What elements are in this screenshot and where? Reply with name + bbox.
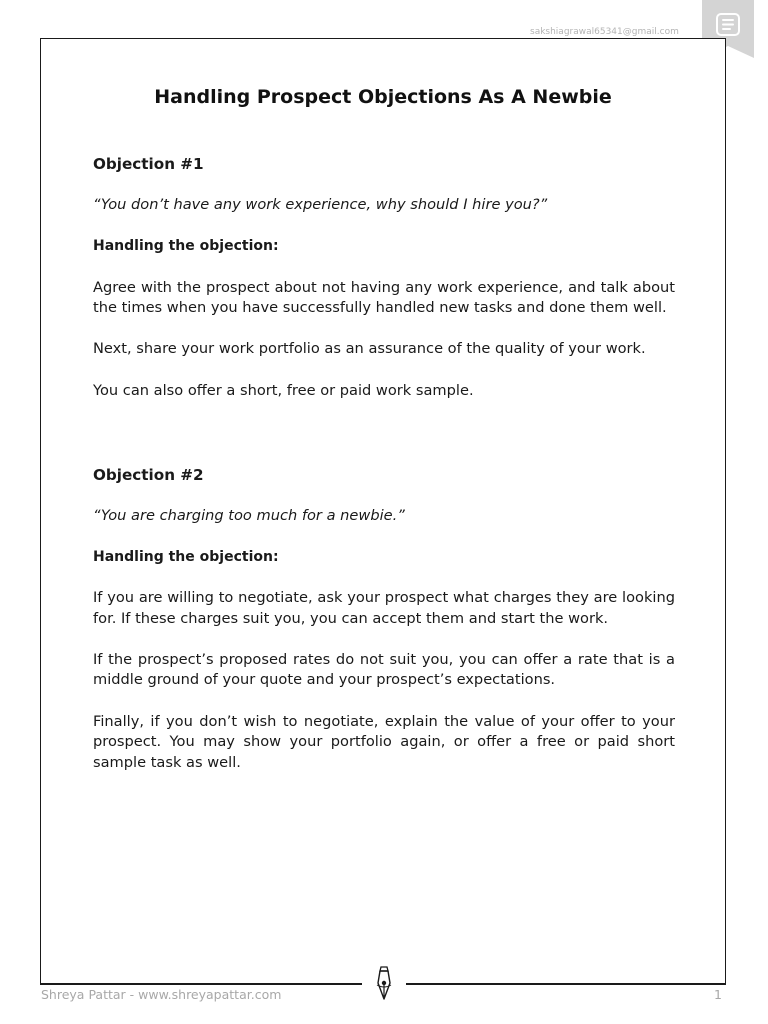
objection-1-quote: “You don’t have any work experience, why should I hire you?”: [93, 196, 548, 214]
objection-2-paragraph: If you are willing to negotiate, ask your prospect what charges they are looking for. If these charges suit you, you can accept them and start the work.: [93, 589, 675, 627]
page-number: 1: [714, 987, 722, 1002]
frame-divider-right: [406, 983, 726, 985]
header-email: sakshiagrawal65341@gmail.com: [530, 27, 679, 37]
objection-1-handling-label: Handling the objection:: [93, 238, 279, 255]
objection-2-paragraph: If the prospect’s proposed rates do not suit you, you can offer a rate that is a middle ground of your quote and your prospect’s expectations.: [93, 650, 675, 689]
objection-1-paragraph: Next, share your work portfolio as an assurance of the quality of your work.: [93, 340, 646, 358]
objection-1-paragraph: Agree with the prospect about not having any work experience, and talk about the times when you have successfully handled new tasks and done them well.: [93, 278, 675, 317]
objection-2-quote: “You are charging too much for a newbie.”: [93, 506, 405, 524]
objection-2-heading: Objection #2: [93, 465, 204, 484]
objection-1-heading: Objection #1: [93, 155, 204, 173]
objection-2-handling-label: Handling the objection:: [93, 548, 279, 565]
fountain-pen-icon: [372, 965, 396, 1003]
document-body: [93, 154, 675, 773]
frame-divider-left: [40, 983, 362, 985]
objection-2-paragraph: Finally, if you don’t wish to negotiate, explain the value of your offer to your prospect. You may show your portfolio again, or offer a free or paid short sample task as well.: [93, 712, 675, 771]
objection-1-paragraph: You can also offer a short, free or paid work sample.: [93, 381, 474, 399]
page-title: Handling Prospect Objections As A Newbie: [154, 86, 612, 108]
footer-author: Shreya Pattar - www.shreyapattar.com: [41, 987, 282, 1002]
